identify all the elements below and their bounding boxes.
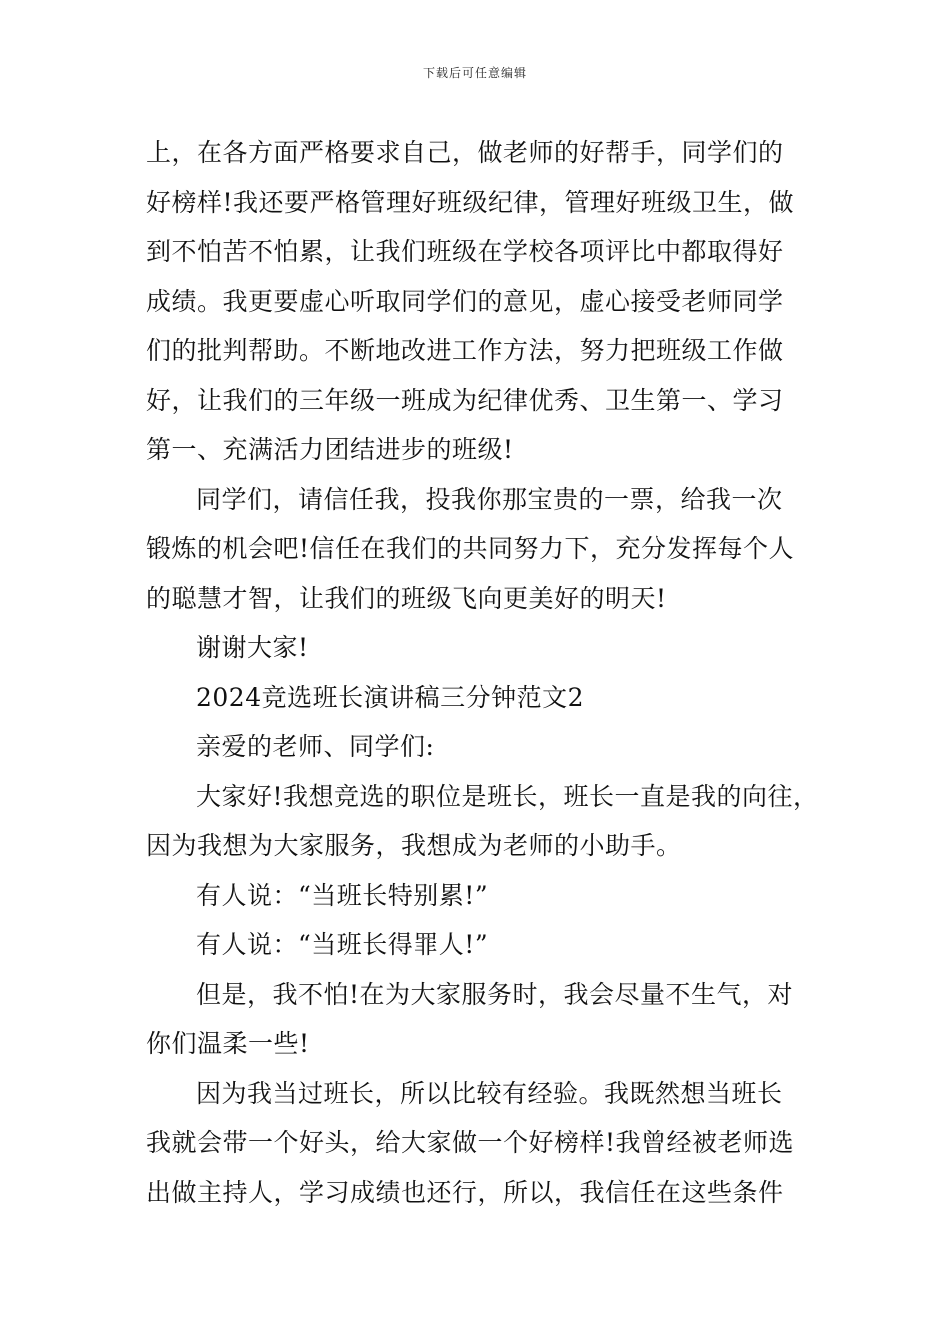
text-line: 的聪慧才智，让我们的班级飞向更美好的明天! xyxy=(146,583,667,613)
text-line: 有人说：“当班长特别累!” xyxy=(196,880,489,910)
text-line: 第一、充满活力团结进步的班级! xyxy=(146,435,514,464)
text-line: 上，在各方面严格要求自己，做老师的好帮手，同学们的 xyxy=(146,138,784,167)
text-line: 因为我当过班长，所以比较有经验。我既然想当班长 xyxy=(196,1078,783,1108)
text-line: 因为我想为大家服务，我想成为老师的小助手。 xyxy=(146,831,682,860)
text-line: 我就会带一个好头，给大家做一个好榜样!我曾经被老师选 xyxy=(146,1128,795,1157)
text-line: 好，让我们的三年级一班成为纪律优秀、卫生第一、学习 xyxy=(146,385,784,415)
text-line: 好榜样!我还要严格管理好班级纪律，管理好班级卫生，做 xyxy=(146,187,795,217)
text-line: 但是，我不怕!在为大家服务时，我会尽量不生气，对 xyxy=(196,979,794,1009)
document-body xyxy=(146,128,819,1217)
text-line: 大家好!我想竞选的职位是班长，班长一直是我的向往， xyxy=(196,781,819,811)
text-line: 谢谢大家! xyxy=(196,633,309,662)
text-line: 你们温柔一些! xyxy=(146,1029,310,1058)
text-line: 亲爱的老师、同学们: xyxy=(196,732,435,761)
text-line: 们的批判帮助。不断地改进工作方法，努力把班级工作做 xyxy=(146,336,784,365)
text-line: 有人说：“当班长得罪人!” xyxy=(196,930,489,959)
text-line: 锻炼的机会吧!信任在我们的共同努力下，充分发挥每个人 xyxy=(146,534,795,563)
text-line: 到不怕苦不怕累，让我们班级在学校各项评比中都取得好 xyxy=(146,237,784,266)
text-line: 出做主持人，学习成绩也还行，所以，我信任在这些条件 xyxy=(146,1177,784,1207)
text-line: 2024竞选班长演讲稿三分钟范文2 xyxy=(196,682,585,712)
page-header: 下载后可任意编辑 xyxy=(422,66,527,80)
text-line: 成绩。我更要虚心听取同学们的意见，虚心接受老师同学 xyxy=(146,286,784,316)
text-line: 同学们，请信任我，投我你那宝贵的一票，给我一次 xyxy=(196,484,783,514)
